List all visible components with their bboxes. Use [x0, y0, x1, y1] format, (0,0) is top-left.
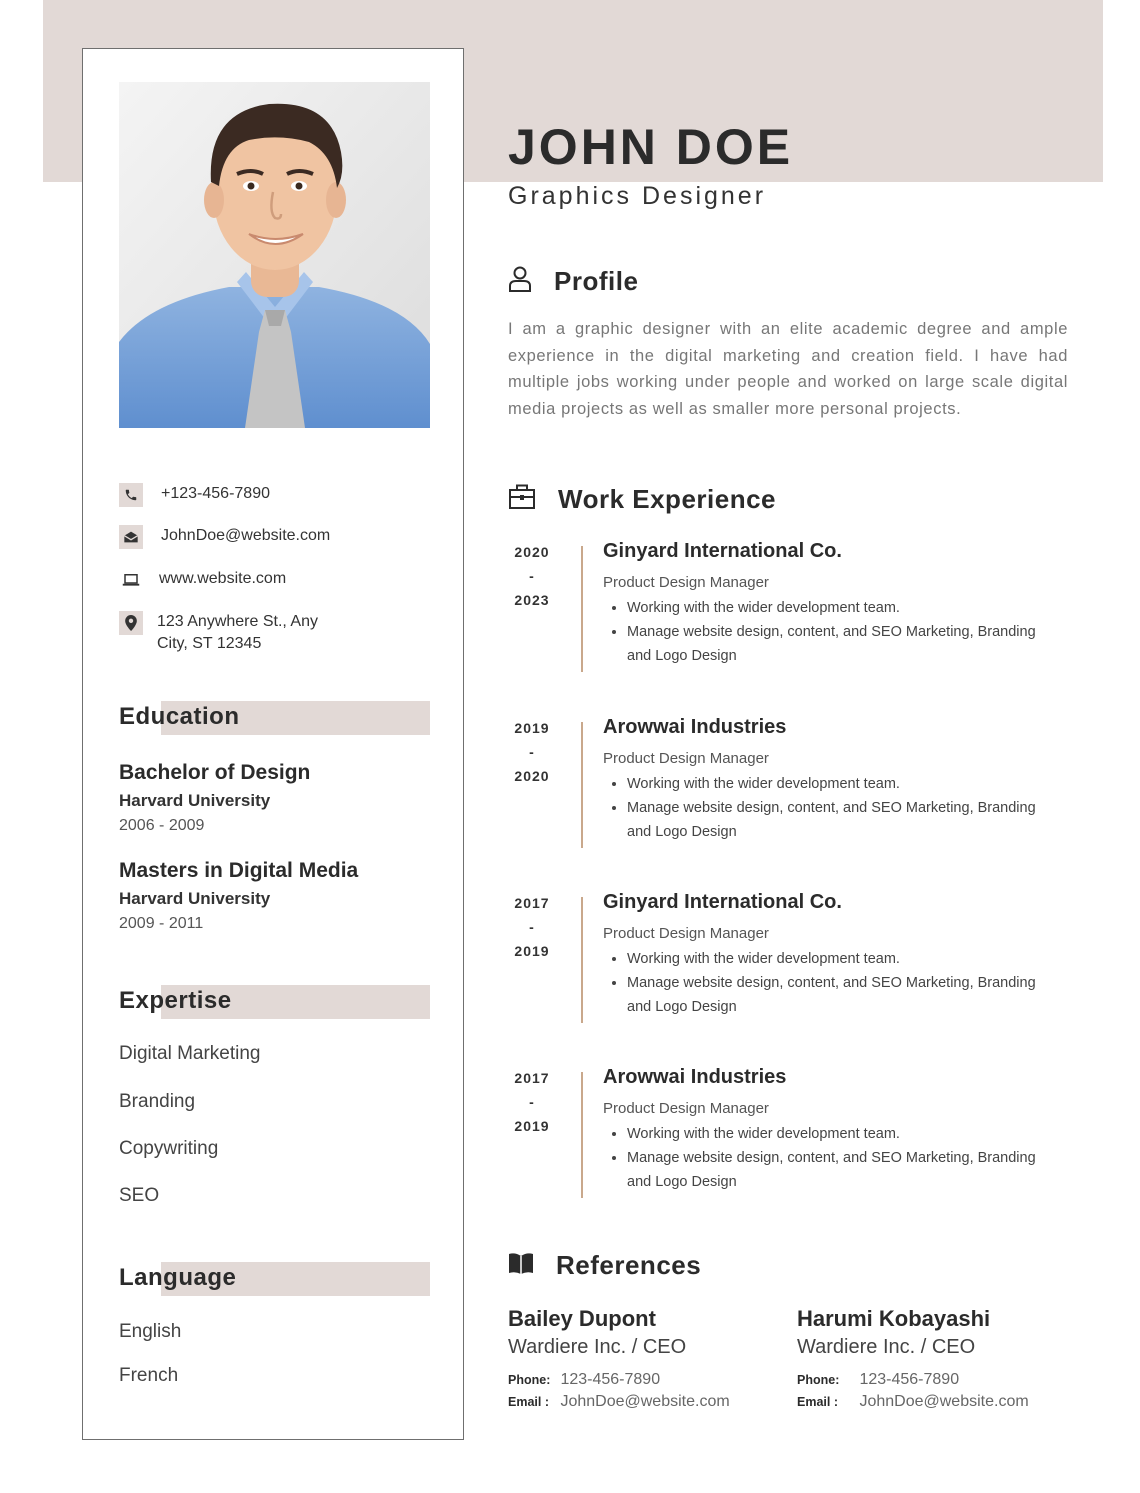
references-heading [508, 1250, 701, 1281]
job-duty: • Manage website design, content, and SEO Marketing, Branding and Logo Design [627, 971, 1047, 1019]
reference-phone-row [508, 1371, 788, 1389]
timeline-line [581, 1072, 583, 1198]
job-entry [508, 540, 1068, 690]
address-text: 123 Anywhere St., Any City, ST 12345 [157, 613, 318, 652]
timeline-line [581, 722, 583, 848]
reference-company: Wardiere Inc. / CEO [508, 1336, 687, 1358]
job-duties [603, 1122, 1047, 1194]
profile-photo [119, 82, 430, 428]
job-duty: • Manage website design, content, and SEO Marketing, Branding and Logo Design [627, 796, 1047, 844]
reference-company: Wardiere Inc. / CEO [797, 1336, 976, 1358]
job-duties [603, 596, 1047, 668]
sidebar [82, 48, 464, 1440]
reference-phone: 123-456-7890 [560, 1371, 661, 1388]
language-item: English [119, 1321, 182, 1342]
email-label: Email : [797, 1395, 838, 1409]
job-duty: • Working with the wider development team. [627, 596, 1047, 620]
reference-name: Harumi Kobayashi [797, 1306, 991, 1331]
job-duty: • Working with the wider development team. [627, 947, 1047, 971]
work-experience-heading-text: Work Experience [558, 484, 777, 514]
job-duty: • Manage website design, content, and SEO Marketing, Branding and Logo Design [627, 1146, 1047, 1194]
expertise-heading [119, 985, 430, 1019]
school-name: Harvard University [119, 791, 271, 810]
user-icon [508, 266, 532, 297]
language-item: French [119, 1365, 179, 1386]
education-years: 2009 - 2011 [119, 915, 204, 932]
reference-card [797, 1306, 1077, 1411]
school-name: Harvard University [119, 889, 271, 908]
email-label: Email : [508, 1395, 549, 1409]
education-years: 2006 - 2009 [119, 817, 205, 834]
profile-summary: I am a graphic designer with an elite academic degree and ample experience in the digital marketing and creation field. I have had multiple jobs working under people and worked on large scale digital media projects as well as smaller more personal projects. [508, 320, 1068, 418]
degree-title: Bachelor of Design [119, 761, 311, 784]
company-name: Ginyard International Co. [603, 540, 842, 562]
briefcase-icon [508, 484, 536, 515]
reference-email-row [797, 1393, 1077, 1411]
company-name: Arowwai Industries [603, 1066, 787, 1088]
phone-icon [119, 483, 143, 507]
reference-email[interactable]: JohnDoe@website.com [859, 1393, 1029, 1410]
language-heading-text: Language [119, 1264, 237, 1291]
reference-phone: 123-456-7890 [859, 1371, 960, 1388]
education-heading-text: Education [119, 703, 240, 730]
expertise-item: Branding [119, 1091, 196, 1112]
profile-heading [508, 266, 638, 297]
job-position: Product Design Manager [603, 574, 769, 591]
timeline-line [581, 546, 583, 672]
phone-label: Phone: [797, 1373, 840, 1387]
job-duty: • Working with the wider development team. [627, 772, 1047, 796]
company-name: Arowwai Industries [603, 716, 787, 738]
contact-address [119, 611, 347, 655]
profile-heading-text: Profile [554, 266, 639, 296]
envelope-icon [119, 525, 143, 549]
job-years: 2019 - 2020 [514, 720, 550, 784]
education-item [119, 859, 358, 933]
contact-email [119, 525, 330, 549]
candidate-title: Graphics Designer [508, 182, 767, 210]
job-position: Product Design Manager [603, 1100, 769, 1117]
job-duties [603, 947, 1047, 1019]
reference-card [508, 1306, 788, 1411]
email-link[interactable]: JohnDoe@website.com [161, 527, 331, 544]
book-icon [508, 1251, 534, 1280]
job-entry [508, 1066, 1068, 1216]
phone-label: Phone: [508, 1373, 551, 1387]
job-years: 2017 - 2019 [514, 895, 550, 959]
job-duties [603, 772, 1047, 844]
reference-name: Bailey Dupont [508, 1306, 656, 1331]
reference-email-row [508, 1393, 788, 1411]
language-heading [119, 1262, 430, 1296]
expertise-item: SEO [119, 1185, 160, 1206]
job-entry [508, 891, 1068, 1041]
education-heading [119, 701, 430, 735]
education-item [119, 761, 310, 835]
job-position: Product Design Manager [603, 925, 769, 942]
degree-title: Masters in Digital Media [119, 859, 359, 882]
website-link[interactable]: www.website.com [159, 570, 287, 587]
job-duty: • Working with the wider development team. [627, 1122, 1047, 1146]
expertise-item: Copywriting [119, 1138, 219, 1159]
laptop-icon [119, 568, 143, 592]
references-heading-text: References [556, 1250, 702, 1280]
timeline-line [581, 897, 583, 1023]
job-position: Product Design Manager [603, 750, 769, 767]
job-years: 2020 - 2023 [514, 544, 550, 608]
location-pin-icon [119, 611, 143, 635]
phone-text: +123-456-7890 [161, 485, 270, 502]
job-years: 2017 - 2019 [514, 1070, 550, 1134]
reference-email[interactable]: JohnDoe@website.com [560, 1393, 730, 1410]
contact-website [119, 568, 286, 592]
company-name: Ginyard International Co. [603, 891, 842, 913]
reference-phone-row [797, 1371, 1077, 1389]
work-experience-heading [508, 484, 776, 515]
job-duty: • Manage website design, content, and SEO Marketing, Branding and Logo Design [627, 620, 1047, 668]
candidate-name: JOHN DOE [508, 119, 794, 175]
job-entry [508, 716, 1068, 866]
expertise-heading-text: Expertise [119, 987, 232, 1014]
contact-phone [119, 483, 270, 507]
expertise-item: Digital Marketing [119, 1043, 261, 1064]
